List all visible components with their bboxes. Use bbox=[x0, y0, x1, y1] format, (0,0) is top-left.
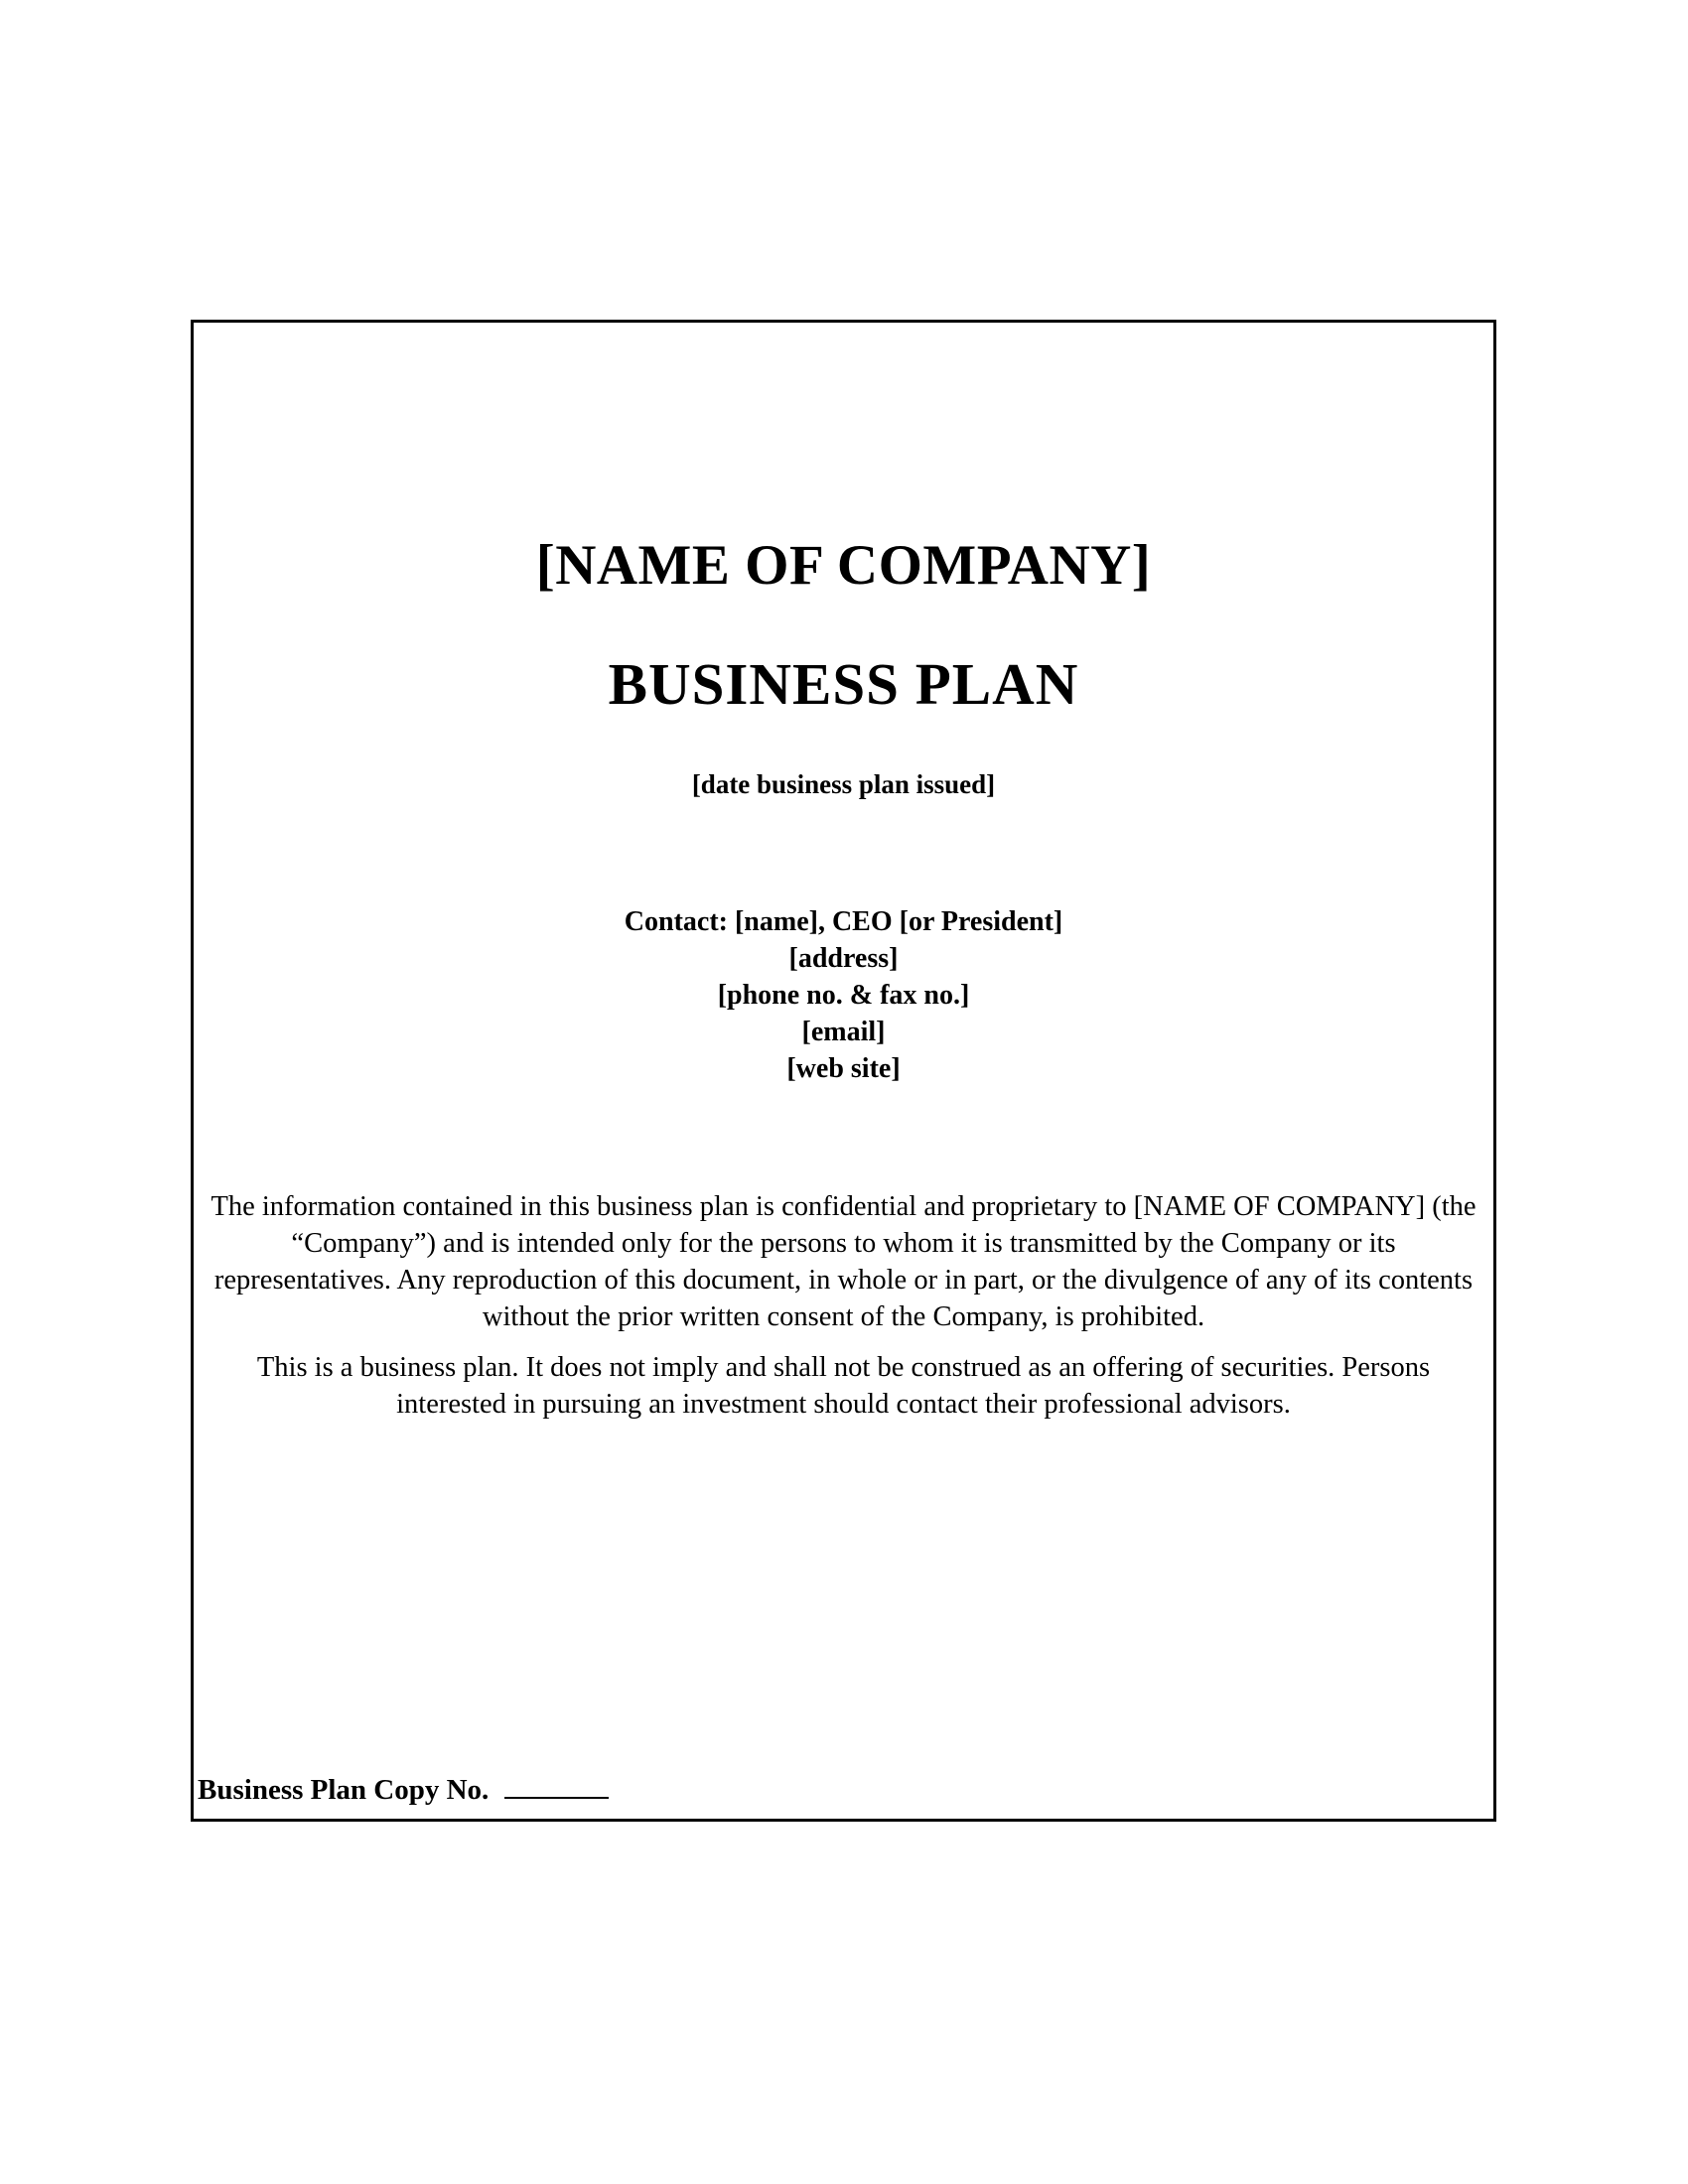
copy-number-blank-field bbox=[504, 1768, 609, 1799]
contact-line-phone-fax: [phone no. & fax no.] bbox=[717, 980, 970, 1011]
confidentiality-paragraph: The information contained in this business plan is confidential and proprietary to [NAME OF COMPANY] (the “Company”) and is intended only for the persons to whom it is transmitted by the Company or its representatives. Any reproduction of this document, in whole or in part, or the divulgence of any of its contents without the prior written consent of the Company, is prohibited. bbox=[211, 1191, 1477, 1332]
contact-line-address: [address] bbox=[788, 943, 899, 974]
disclaimer-paragraph: This is a business plan. It does not imply and shall not be construed as an offering of securities. Persons interested in pursuing an investment should contact their professional advisors. bbox=[256, 1352, 1431, 1420]
copy-number-label: Business Plan Copy No. bbox=[198, 1774, 490, 1806]
contact-line-website: [web site] bbox=[786, 1053, 901, 1084]
page-border-frame bbox=[191, 320, 1496, 1822]
copy-number-line bbox=[198, 1768, 609, 1807]
contact-line-email: [email] bbox=[801, 1017, 886, 1047]
document-title: BUSINESS PLAN bbox=[608, 651, 1079, 717]
contact-block bbox=[194, 903, 1493, 1087]
contact-line-name: Contact: [name], CEO [or President] bbox=[624, 906, 1063, 937]
date-issued-line: [date business plan issued] bbox=[691, 769, 996, 799]
company-name-heading: [NAME OF COMPANY] bbox=[535, 534, 1152, 597]
